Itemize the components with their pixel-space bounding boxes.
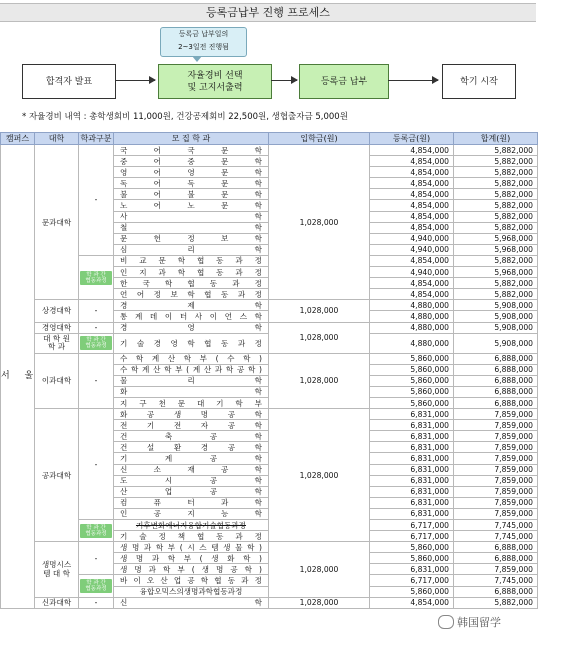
arrow-right-icon [388,80,438,81]
total-cell: 6,888,000 [454,542,538,553]
total-cell: 5,908,000 [454,300,538,311]
tuition-cell: 4,880,000 [370,300,454,311]
tuition-cell: 4,854,000 [370,255,454,266]
major-cell: 화 학 [114,386,269,397]
total-cell: 5,882,000 [454,222,538,233]
total-cell: 6,888,000 [454,586,538,597]
major-cell: 기 계 공 학 [114,453,269,464]
major-cell: 경 제 학 [114,300,269,311]
total-cell: 5,968,000 [454,267,538,278]
major-cell: 기 술 경 영 학 협 동 과 정 [114,333,269,353]
fee-note: * 자율경비 내역 : 총학생회비 11,000원, 건강공제회비 22,500원, 생협출자금 5,000원 [22,112,348,122]
tuition-cell: 5,860,000 [370,386,454,397]
total-cell: 5,882,000 [454,211,538,222]
major-cell: 심 리 학 [114,244,269,255]
tuition-cell: 6,831,000 [370,442,454,453]
table-row [1,145,538,156]
dept-type-cell [79,333,114,353]
major-cell: 노 어 노 문 학 [114,200,269,211]
admission-fee-cell: 1,028,000 [269,145,370,300]
major-cell: 생 명 과 학 부 ( 생 화 학 ) [114,553,269,564]
interdisciplinary-tag: 학 과 간 협동과정 [80,524,112,538]
major-cell: 비 교 문 학 협 동 과 정 [114,255,269,266]
admission-fee-cell: 1,028,000 [269,409,370,542]
major-cell: 사 학 [114,211,269,222]
total-cell: 7,859,000 [454,475,538,486]
major-cell: 독 어 독 문 학 [114,178,269,189]
total-cell: 7,859,000 [454,453,538,464]
total-cell: 5,882,000 [454,178,538,189]
major-cell: 도 시 공 학 [114,475,269,486]
total-cell: 5,882,000 [454,255,538,266]
major-cell: 한 국 학 협 동 과 정 [114,278,269,289]
college-cell: 상경대학 [35,300,79,322]
tuition-cell: 4,854,000 [370,167,454,178]
step-payment: 등록금 납부 [299,64,389,99]
tuition-cell: 4,940,000 [370,267,454,278]
tuition-cell: 4,854,000 [370,200,454,211]
total-cell: 6,888,000 [454,386,538,397]
college-cell: 신과대학 [35,597,79,608]
table-row [1,300,538,311]
tuition-cell: 4,940,000 [370,244,454,255]
tuition-cell: 4,854,000 [370,145,454,156]
total-cell: 6,888,000 [454,397,538,408]
major-cell: 물 리 학 [114,375,269,386]
admission-fee-cell: 1,028,000 [269,322,370,353]
note-line: 등록금 납부일의 [178,30,229,38]
total-cell: 5,882,000 [454,167,538,178]
total-cell: 5,882,000 [454,597,538,608]
total-cell: 5,882,000 [454,278,538,289]
major-cell: 화 공 생 명 공 학 [114,409,269,420]
total-cell: 5,908,000 [454,311,538,322]
dept-type-cell: - [79,145,114,256]
total-cell: 5,882,000 [454,156,538,167]
total-cell: 7,859,000 [454,497,538,508]
tuition-cell: 5,860,000 [370,586,454,597]
tuition-cell: 6,831,000 [370,508,454,519]
tuition-cell: 4,854,000 [370,211,454,222]
dept-type-cell [79,520,114,542]
admission-fee-cell: 1,028,000 [269,300,370,322]
tuition-cell: 5,860,000 [370,553,454,564]
tuition-cell: 6,831,000 [370,431,454,442]
major-cell: 기 술 정 책 협 동 과 정 [114,531,269,542]
dept-type-cell: - [79,409,114,520]
major-cell: 경 영 학 [114,322,269,333]
tuition-cell: 5,860,000 [370,364,454,375]
tuition-cell: 6,831,000 [370,409,454,420]
major-cell: 수 학 계 산 학 부 ( 수 학 ) [114,353,269,364]
note-bubble-tail [192,56,202,62]
header-college: 대학 [35,133,79,145]
major-cell: 통 계 데 이 터 사 이 언 스 학 [114,311,269,322]
arrow-right-icon [271,80,297,81]
dept-type-cell: - [79,542,114,575]
major-cell: 기후변화에너지융합기술협동과정 [114,520,269,531]
tuition-cell: 4,880,000 [370,322,454,333]
tuition-cell: 5,860,000 [370,542,454,553]
dept-type-cell: - [79,300,114,322]
step-fee-selection: 자율경비 선택 및 고지서출력 [158,64,272,99]
campus-cell: 서 울 [1,145,35,609]
tuition-cell: 6,831,000 [370,497,454,508]
college-cell: 공과대학 [35,409,79,542]
major-cell: 영 어 영 문 학 [114,167,269,178]
tuition-cell: 6,831,000 [370,464,454,475]
dept-type-cell [79,255,114,299]
watermark [438,614,501,630]
tuition-cell: 4,854,000 [370,222,454,233]
tuition-cell: 6,831,000 [370,475,454,486]
table-header-row [1,133,538,145]
major-cell: 컴 퓨 터 과 학 [114,497,269,508]
admission-fee-cell: 1,028,000 [269,542,370,597]
table-row [1,353,538,364]
tuition-cell: 6,717,000 [370,575,454,586]
tuition-cell: 6,831,000 [370,486,454,497]
major-cell: 중 어 중 문 학 [114,156,269,167]
college-cell: 생명시스 템 대 학 [35,542,79,597]
college-cell: 문과대학 [35,145,79,300]
major-cell: 신 학 [114,597,269,608]
interdisciplinary-tag: 학 과 간 협동과정 [80,579,112,593]
step-announcement: 합격자 발표 [22,64,116,99]
interdisciplinary-tag: 학 과 간 협동과정 [80,336,112,350]
major-cell: 신 소 재 공 학 [114,464,269,475]
total-cell: 6,888,000 [454,553,538,564]
tuition-cell: 4,854,000 [370,597,454,608]
total-cell: 6,888,000 [454,364,538,375]
college-cell: 경영대학 [35,322,79,333]
total-cell: 5,908,000 [454,322,538,333]
total-cell: 5,882,000 [454,289,538,300]
header-tuition: 등록금(원) [370,133,454,145]
process-note-bubble [160,27,247,57]
college-cell: 이과대학 [35,353,79,408]
major-cell: 인 지 과 학 협 동 과 정 [114,267,269,278]
major-cell: 바 이 오 산 업 공 학 협 동 과 정 [114,575,269,586]
dept-type-cell: - [79,597,114,608]
major-cell: 국 어 국 문 학 [114,145,269,156]
tuition-cell: 4,940,000 [370,233,454,244]
total-cell: 7,859,000 [454,409,538,420]
tuition-table [0,132,538,609]
major-cell: 생 명 과 학 부 ( 시 스 템 생 물 학 ) [114,542,269,553]
total-cell: 7,859,000 [454,431,538,442]
tuition-cell: 4,880,000 [370,311,454,322]
major-cell: 지 구 천 문 대 기 학 부 [114,397,269,408]
total-cell: 5,968,000 [454,244,538,255]
major-cell: 언 어 정 보 학 협 동 과 정 [114,289,269,300]
tuition-cell: 5,860,000 [370,375,454,386]
process-title: 등록금납부 진행 프로세스 [0,3,536,22]
table-row [1,542,538,553]
major-cell: 융합오믹스의생명과학협동과정 [114,586,269,597]
tuition-cell: 5,860,000 [370,353,454,364]
step-semester-start: 학기 시작 [442,64,516,99]
total-cell: 7,859,000 [454,486,538,497]
tuition-cell: 5,860,000 [370,397,454,408]
major-cell: 건 설 환 경 공 학 [114,442,269,453]
dept-type-cell: - [79,322,114,333]
dept-type-cell [79,575,114,597]
total-cell: 5,882,000 [454,200,538,211]
tuition-cell: 6,717,000 [370,531,454,542]
dept-type-cell: - [79,353,114,408]
major-cell: 생 명 과 학 부 ( 생 명 공 학 ) [114,564,269,575]
header-total: 합계(원) [454,133,538,145]
table-row [1,322,538,333]
tuition-cell: 6,831,000 [370,564,454,575]
major-cell: 수 학 계 산 학 부 ( 계 산 과 학 공 학 ) [114,364,269,375]
tuition-cell: 4,854,000 [370,189,454,200]
tuition-cell: 6,831,000 [370,453,454,464]
interdisciplinary-tag: 학 과 간 협동과정 [80,271,112,285]
total-cell: 6,888,000 [454,353,538,364]
total-cell: 7,859,000 [454,420,538,431]
note-line: 2~3일전 진행됨 [178,43,229,51]
total-cell: 7,745,000 [454,531,538,542]
total-cell: 7,745,000 [454,575,538,586]
major-cell: 불 어 불 문 학 [114,189,269,200]
header-campus: 캠퍼스 [1,133,35,145]
total-cell: 5,882,000 [454,145,538,156]
major-cell: 전 기 전 자 공 학 [114,420,269,431]
admission-fee-cell: 1,028,000 [269,597,370,608]
header-dept-type: 학과구분 [79,133,114,145]
total-cell: 5,908,000 [454,333,538,353]
major-cell: 문 헌 정 보 학 [114,233,269,244]
major-cell: 인 공 지 능 학 [114,508,269,519]
major-cell: 산 업 공 학 [114,486,269,497]
total-cell: 6,888,000 [454,375,538,386]
arrow-right-icon [115,80,155,81]
admission-fee-cell: 1,028,000 [269,353,370,408]
tuition-cell: 4,880,000 [370,333,454,353]
major-cell: 건 축 공 학 [114,431,269,442]
tuition-cell: 6,831,000 [370,420,454,431]
header-major: 모 집 학 과 [114,133,269,145]
college-cell: 대 학 원 학 과 [35,333,79,353]
wechat-icon [438,615,454,629]
header-admission-fee: 입학금(원) [269,133,370,145]
watermark-text: 韩国留学 [457,616,501,629]
table-row [1,409,538,420]
total-cell: 7,859,000 [454,464,538,475]
tuition-cell: 4,854,000 [370,156,454,167]
table-row [1,597,538,608]
total-cell: 7,859,000 [454,442,538,453]
tuition-cell: 6,717,000 [370,520,454,531]
total-cell: 7,745,000 [454,520,538,531]
tuition-cell: 4,854,000 [370,178,454,189]
total-cell: 5,882,000 [454,189,538,200]
tuition-cell: 4,854,000 [370,278,454,289]
total-cell: 5,968,000 [454,233,538,244]
total-cell: 7,859,000 [454,508,538,519]
tuition-cell: 4,854,000 [370,289,454,300]
total-cell: 7,859,000 [454,564,538,575]
major-cell: 철 학 [114,222,269,233]
